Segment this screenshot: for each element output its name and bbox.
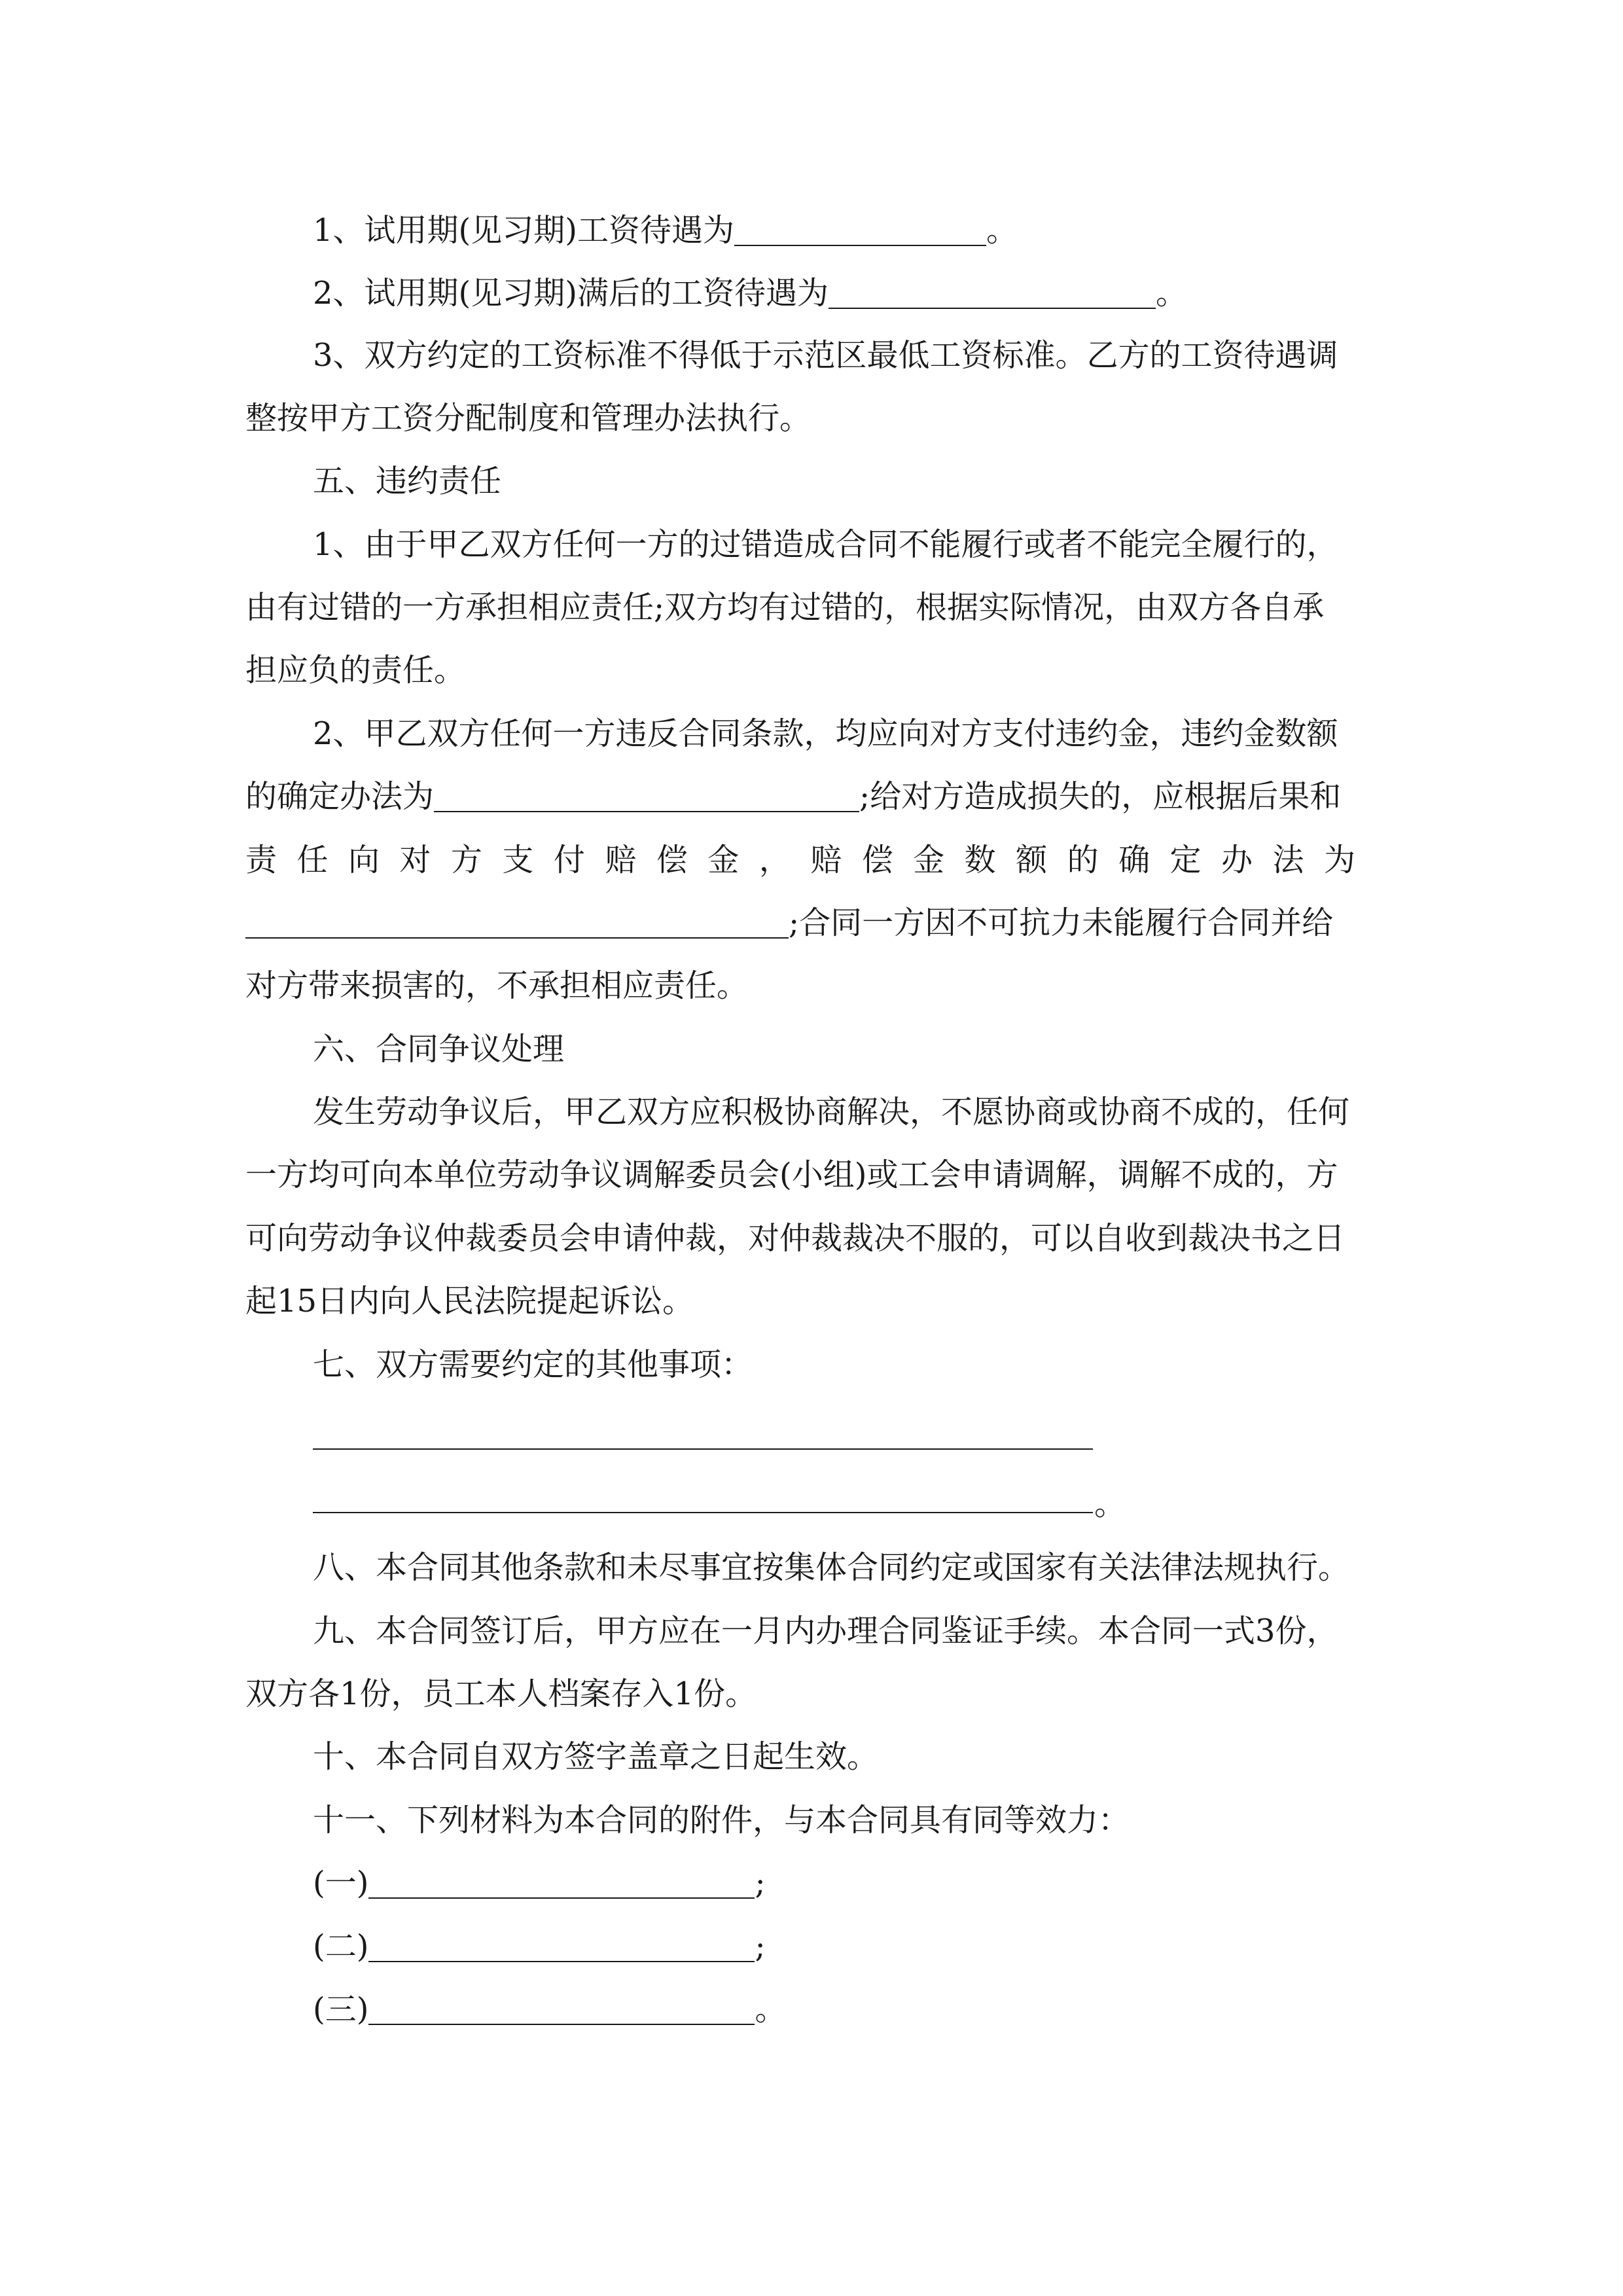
compensation-method-blank[interactable] (245, 908, 789, 939)
dispute-line1: 发生劳动争议后，甲乙双方应积极协商解决，不愿协商或协商不成的，任何 (313, 1094, 1350, 1130)
attachment-2: (二) ; (313, 1928, 766, 1965)
dispute-line2: 一方均可向本单位劳动争议调解委员会(小组)或工会申请调解，调解不成的，方 (245, 1157, 1338, 1193)
breach-item-1-line1: 1、由于甲乙双方任何一方的过错造成合同不能履行或者不能完全履行的， (313, 526, 1338, 563)
breach-item-1-line2: 由有过错的一方承担相应责任;双方均有过错的，根据实际情况，由双方各自承 (245, 589, 1325, 626)
breach-item-1-line3: 担应负的责任。 (245, 652, 466, 689)
attachment-1: (一) ; (313, 1865, 766, 1901)
wage-item-3-line2: 整按甲方工资分配制度和管理办法执行。 (245, 400, 812, 437)
section-11-heading: 十一、下列材料为本合同的附件，与本合同具有同等效力： (313, 1802, 1130, 1839)
attachment-3: (三) 。 (313, 1991, 787, 2028)
other-matters-line-1[interactable] (313, 1448, 1093, 1450)
breach-item-2-line2: 的确定办法为 ;给对方造成损失的，应根据后果和 (245, 778, 1342, 815)
breach-item-2-line3: 责任向对方支付赔偿金，赔偿金数额的确定办法为 (245, 842, 1371, 878)
section-5-heading: 五、违约责任 (313, 463, 502, 499)
attachment-3-blank[interactable] (368, 1995, 755, 2025)
breach-item-2-line5: 对方带来损害的，不承担相应责任。 (245, 967, 749, 1004)
wage-after-trial-blank[interactable] (829, 279, 1156, 309)
breach-item-2-line1: 2、甲乙双方任何一方违反合同条款，均应向对方支付违约金，违约金数额 (313, 715, 1338, 752)
wage-trial-blank[interactable] (734, 216, 986, 246)
penalty-method-blank[interactable] (434, 782, 859, 812)
wage-item-2: 2、试用期(见习期)满后的工资待遇为 。 (313, 275, 1188, 312)
wage-item-3-line1: 3、双方约定的工资标准不得低于示范区最低工资标准。乙方的工资待遇调 (313, 337, 1338, 374)
dispute-line4: 起15日内向人民法院提起诉讼。 (245, 1283, 694, 1319)
attachment-1-blank[interactable] (368, 1869, 755, 1899)
wage-item-1: 1、试用期(见习期)工资待遇为 。 (313, 212, 1018, 249)
breach-item-2-line4: ;合同一方因不可抗力未能履行合同并给 (245, 903, 1371, 942)
attachment-2-blank[interactable] (368, 1932, 755, 1962)
section-8-text: 八、本合同其他条款和未尽事宜按集体合同约定或国家有关法律法规执行。 (313, 1549, 1350, 1586)
section-6-heading: 六、合同争议处理 (313, 1031, 565, 1067)
other-matters-end: 。 (1094, 1486, 1126, 1522)
section-9-line1: 九、本合同签订后，甲方应在一月内办理合同鉴证手续。本合同一式3份， (313, 1613, 1338, 1649)
dispute-line3: 可向劳动争议仲裁委员会申请仲裁，对仲裁裁决不服的，可以自收到裁决书之日 (245, 1220, 1346, 1257)
section-9-line2: 双方各1份，员工本人档案存入1份。 (245, 1676, 757, 1712)
section-7-heading: 七、双方需要约定的其他事项： (313, 1346, 753, 1383)
other-matters-line-2[interactable] (313, 1512, 1093, 1513)
section-10-text: 十、本合同自双方签字盖章之日起生效。 (313, 1738, 879, 1775)
